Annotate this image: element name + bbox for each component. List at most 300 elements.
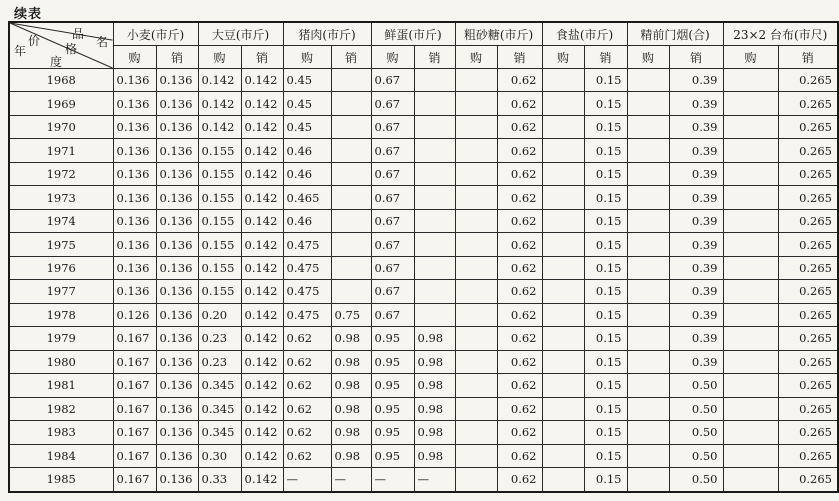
table-row: [9, 233, 838, 256]
price-cell: [723, 115, 778, 138]
price-cell: 0.67: [371, 92, 414, 115]
price-cell: 0.15: [584, 374, 627, 397]
price-cell: 0.475: [283, 303, 331, 326]
table-row: [9, 186, 838, 209]
price-cell: [627, 115, 669, 138]
price-cell: [627, 374, 669, 397]
price-cell: 0.62: [497, 303, 542, 326]
header-row-buy-sell: [9, 46, 838, 69]
buy-header: 购: [198, 46, 241, 69]
price-cell: 0.265: [778, 162, 838, 185]
price-cell: 0.62: [497, 186, 542, 209]
price-cell: 0.136: [156, 209, 198, 232]
corner-label-ge: 格: [65, 42, 78, 56]
price-cell: [723, 397, 778, 420]
year-cell: 1983: [9, 421, 113, 444]
price-cell: 0.62: [497, 374, 542, 397]
price-cell: 0.136: [156, 280, 198, 303]
year-cell: 1985: [9, 467, 113, 492]
price-cell: [542, 467, 584, 492]
price-cell: [723, 374, 778, 397]
price-cell: 0.136: [113, 92, 156, 115]
price-cell: 0.62: [497, 350, 542, 373]
price-cell: [723, 139, 778, 162]
price-cell: 0.265: [778, 139, 838, 162]
price-cell: [455, 374, 497, 397]
price-cell: 0.67: [371, 280, 414, 303]
price-cell: 0.39: [669, 69, 723, 92]
price-cell: 0.142: [241, 92, 283, 115]
price-cell: 0.98: [331, 421, 371, 444]
price-cell: 0.62: [497, 209, 542, 232]
price-cell: [542, 303, 584, 326]
year-cell: 1981: [9, 374, 113, 397]
price-cell: [627, 421, 669, 444]
price-cell: [723, 69, 778, 92]
price-cell: [723, 186, 778, 209]
price-cell: 0.142: [241, 256, 283, 279]
price-cell: [331, 139, 371, 162]
table-row: [9, 139, 838, 162]
price-cell: 0.142: [241, 280, 283, 303]
price-cell: 0.15: [584, 397, 627, 420]
price-cell: 0.15: [584, 350, 627, 373]
price-cell: 0.30: [198, 444, 241, 467]
price-cell: [542, 115, 584, 138]
price-cell: [331, 162, 371, 185]
price-cell: 0.67: [371, 162, 414, 185]
price-cell: 0.23: [198, 327, 241, 350]
price-cell: [542, 327, 584, 350]
price-cell: 0.136: [156, 233, 198, 256]
price-cell: 0.50: [669, 374, 723, 397]
price-cell: 0.62: [497, 69, 542, 92]
price-cell: 0.142: [241, 209, 283, 232]
year-cell: 1969: [9, 92, 113, 115]
price-cell: [627, 139, 669, 162]
price-cell: 0.345: [198, 374, 241, 397]
price-cell: 0.136: [113, 280, 156, 303]
sell-header: 销: [241, 46, 283, 69]
price-cell: 0.67: [371, 186, 414, 209]
price-cell: 0.50: [669, 397, 723, 420]
price-cell: 0.15: [584, 421, 627, 444]
table-title: 续表: [14, 7, 43, 22]
price-cell: 0.465: [283, 186, 331, 209]
sell-header: 销: [497, 46, 542, 69]
price-cell: [455, 467, 497, 492]
sell-header: 销: [584, 46, 627, 69]
price-cell: 0.15: [584, 233, 627, 256]
year-cell: 1984: [9, 444, 113, 467]
buy-header: 购: [627, 46, 669, 69]
price-cell: 0.167: [113, 444, 156, 467]
price-cell: [723, 421, 778, 444]
price-cell: 0.67: [371, 69, 414, 92]
price-cell: [627, 303, 669, 326]
price-cell: [542, 256, 584, 279]
year-cell: 1972: [9, 162, 113, 185]
price-cell: [542, 139, 584, 162]
price-cell: 0.15: [584, 115, 627, 138]
price-cell: [455, 139, 497, 162]
price-cell: [455, 92, 497, 115]
price-cell: 0.39: [669, 327, 723, 350]
price-cell: 0.50: [669, 444, 723, 467]
price-cell: 0.39: [669, 350, 723, 373]
buy-header: 购: [723, 46, 778, 69]
price-cell: [627, 350, 669, 373]
price-cell: 0.15: [584, 69, 627, 92]
price-cell: [455, 350, 497, 373]
corner-label-ming: 名: [96, 35, 109, 49]
price-cell: [627, 186, 669, 209]
price-cell: 0.475: [283, 280, 331, 303]
price-cell: 0.136: [156, 444, 198, 467]
price-cell: 0.95: [371, 350, 414, 373]
price-cell: 0.142: [241, 444, 283, 467]
buy-header: 购: [455, 46, 497, 69]
price-cell: 0.39: [669, 162, 723, 185]
price-cell: [627, 327, 669, 350]
price-cell: [627, 280, 669, 303]
price-cell: 0.136: [113, 69, 156, 92]
price-cell: 0.62: [497, 444, 542, 467]
sell-header: 销: [778, 46, 838, 69]
price-cell: 0.75: [331, 303, 371, 326]
price-cell: 0.136: [156, 327, 198, 350]
price-cell: 0.15: [584, 209, 627, 232]
price-cell: 0.98: [331, 397, 371, 420]
goods-header-egg: 鲜蛋(市斤): [371, 22, 455, 46]
price-cell: 0.15: [584, 444, 627, 467]
price-cell: 0.98: [414, 374, 455, 397]
price-cell: 0.67: [371, 115, 414, 138]
price-cell: 0.136: [156, 186, 198, 209]
corner-label-du: 度: [50, 55, 63, 69]
goods-header-soybean: 大豆(市斤): [198, 22, 283, 46]
price-cell: [331, 115, 371, 138]
price-cell: 0.136: [113, 186, 156, 209]
price-cell: [455, 256, 497, 279]
price-cell: 0.155: [198, 186, 241, 209]
sell-header: 销: [669, 46, 723, 69]
price-cell: 0.136: [156, 115, 198, 138]
price-cell: [455, 233, 497, 256]
price-cell: 0.23: [198, 350, 241, 373]
price-cell: [542, 444, 584, 467]
price-cell: 0.95: [371, 374, 414, 397]
price-cell: 0.136: [113, 233, 156, 256]
price-cell: 0.95: [371, 421, 414, 444]
price-cell: 0.136: [156, 139, 198, 162]
price-cell: 0.136: [156, 467, 198, 492]
table-row: [9, 303, 838, 326]
price-cell: [542, 209, 584, 232]
price-cell: 0.155: [198, 233, 241, 256]
price-cell: 0.475: [283, 256, 331, 279]
year-cell: 1971: [9, 139, 113, 162]
table-row: [9, 280, 838, 303]
price-cell: [542, 350, 584, 373]
price-cell: 0.142: [241, 162, 283, 185]
table-row: [9, 397, 838, 420]
price-cell: 0.67: [371, 139, 414, 162]
price-cell: [414, 256, 455, 279]
price-cell: [455, 327, 497, 350]
price-cell: 0.62: [497, 92, 542, 115]
price-cell: [331, 69, 371, 92]
price-cell: 0.136: [156, 303, 198, 326]
price-cell: 0.62: [283, 397, 331, 420]
price-cell: [723, 256, 778, 279]
price-cell: 0.142: [241, 115, 283, 138]
price-cell: 0.50: [669, 421, 723, 444]
price-cell: 0.20: [198, 303, 241, 326]
corner-label-pin: 品: [72, 27, 85, 41]
price-cell: 0.155: [198, 139, 241, 162]
table-row: [9, 444, 838, 467]
price-cell: 0.126: [113, 303, 156, 326]
price-cell: 0.98: [414, 421, 455, 444]
price-cell: 0.62: [283, 444, 331, 467]
price-cell: 0.67: [371, 209, 414, 232]
year-cell: 1974: [9, 209, 113, 232]
price-cell: 0.62: [283, 327, 331, 350]
price-cell: —: [283, 467, 331, 492]
price-cell: [414, 303, 455, 326]
sell-header: 销: [414, 46, 455, 69]
year-cell: 1976: [9, 256, 113, 279]
price-cell: 0.265: [778, 374, 838, 397]
price-cell: [627, 397, 669, 420]
buy-header: 购: [371, 46, 414, 69]
year-cell: 1968: [9, 69, 113, 92]
price-cell: 0.15: [584, 92, 627, 115]
price-cell: 0.167: [113, 327, 156, 350]
price-cell: 0.95: [371, 444, 414, 467]
goods-header-wheat: 小麦(市斤): [113, 22, 198, 46]
price-cell: [627, 444, 669, 467]
price-cell: 0.265: [778, 280, 838, 303]
table-row: [9, 374, 838, 397]
corner-label-nian: 年: [14, 44, 27, 58]
price-cell: 0.142: [241, 69, 283, 92]
year-cell: 1982: [9, 397, 113, 420]
price-cell: 0.136: [113, 162, 156, 185]
price-cell: [414, 209, 455, 232]
price-cell: [542, 69, 584, 92]
price-cell: 0.15: [584, 467, 627, 492]
price-cell: 0.142: [198, 115, 241, 138]
price-cell: 0.39: [669, 186, 723, 209]
price-cell: [414, 92, 455, 115]
price-cell: 0.345: [198, 397, 241, 420]
price-cell: [627, 69, 669, 92]
price-cell: 0.62: [497, 327, 542, 350]
table-row: [9, 327, 838, 350]
goods-header-cigarette: 精前门烟(合): [627, 22, 723, 46]
price-cell: 0.95: [371, 327, 414, 350]
goods-header-tablecloth: 23×2 台布(市尺): [723, 22, 838, 46]
price-cell: 0.98: [331, 444, 371, 467]
price-cell: [627, 92, 669, 115]
price-cell: 0.45: [283, 69, 331, 92]
year-cell: 1973: [9, 186, 113, 209]
price-cell: 0.46: [283, 209, 331, 232]
price-cell: 0.15: [584, 162, 627, 185]
price-cell: 0.136: [156, 397, 198, 420]
price-cell: 0.167: [113, 350, 156, 373]
price-cell: 0.265: [778, 327, 838, 350]
price-table: [8, 21, 839, 493]
buy-header: 购: [542, 46, 584, 69]
goods-header-pork: 猪肉(市斤): [283, 22, 371, 46]
price-cell: 0.142: [241, 397, 283, 420]
price-cell: 0.46: [283, 162, 331, 185]
price-cell: [331, 92, 371, 115]
price-cell: 0.50: [669, 467, 723, 492]
price-cell: [542, 92, 584, 115]
price-cell: 0.15: [584, 256, 627, 279]
price-cell: [723, 444, 778, 467]
price-cell: [331, 280, 371, 303]
year-cell: 1975: [9, 233, 113, 256]
price-cell: 0.62: [497, 421, 542, 444]
table-row: [9, 350, 838, 373]
price-cell: 0.136: [113, 256, 156, 279]
price-cell: [542, 397, 584, 420]
price-cell: [331, 233, 371, 256]
price-cell: 0.142: [241, 139, 283, 162]
table-row: [9, 421, 838, 444]
price-cell: [331, 186, 371, 209]
price-cell: 0.265: [778, 233, 838, 256]
price-cell: [542, 162, 584, 185]
price-cell: 0.136: [113, 209, 156, 232]
price-cell: 0.136: [156, 350, 198, 373]
table-row: [9, 115, 838, 138]
price-cell: 0.39: [669, 115, 723, 138]
price-cell: [455, 303, 497, 326]
price-cell: 0.39: [669, 256, 723, 279]
price-cell: [414, 139, 455, 162]
price-cell: 0.155: [198, 162, 241, 185]
price-cell: [414, 233, 455, 256]
price-cell: 0.15: [584, 303, 627, 326]
table-row: [9, 162, 838, 185]
price-cell: 0.475: [283, 233, 331, 256]
price-cell: [723, 303, 778, 326]
price-cell: 0.136: [156, 69, 198, 92]
price-cell: [723, 233, 778, 256]
price-cell: 0.67: [371, 233, 414, 256]
price-cell: 0.39: [669, 303, 723, 326]
price-cell: 0.265: [778, 115, 838, 138]
price-cell: 0.62: [497, 280, 542, 303]
price-cell: 0.345: [198, 421, 241, 444]
table-body: [9, 69, 838, 493]
price-cell: [542, 280, 584, 303]
price-cell: 0.265: [778, 350, 838, 373]
price-cell: 0.62: [497, 162, 542, 185]
price-cell: 0.155: [198, 280, 241, 303]
price-cell: 0.98: [414, 350, 455, 373]
price-cell: [627, 162, 669, 185]
price-cell: 0.98: [414, 444, 455, 467]
price-cell: 0.39: [669, 92, 723, 115]
price-cell: 0.95: [371, 397, 414, 420]
price-cell: 0.142: [241, 467, 283, 492]
price-cell: [627, 209, 669, 232]
price-cell: 0.142: [198, 69, 241, 92]
price-cell: [723, 350, 778, 373]
price-cell: 0.265: [778, 397, 838, 420]
price-cell: 0.98: [414, 327, 455, 350]
sell-header: 销: [156, 46, 198, 69]
price-cell: 0.39: [669, 280, 723, 303]
price-cell: [455, 421, 497, 444]
price-cell: 0.142: [241, 421, 283, 444]
price-cell: —: [331, 467, 371, 492]
year-cell: 1980: [9, 350, 113, 373]
goods-header-sugar: 粗砂糖(市斤): [455, 22, 542, 46]
price-cell: 0.98: [414, 397, 455, 420]
price-cell: 0.62: [497, 256, 542, 279]
price-cell: 0.136: [156, 256, 198, 279]
price-cell: —: [371, 467, 414, 492]
price-cell: 0.33: [198, 467, 241, 492]
corner-label-jia: 价: [28, 34, 41, 48]
price-cell: [542, 374, 584, 397]
price-cell: 0.39: [669, 139, 723, 162]
price-cell: [723, 209, 778, 232]
price-cell: [455, 209, 497, 232]
price-cell: [627, 256, 669, 279]
price-cell: 0.62: [283, 421, 331, 444]
price-cell: 0.45: [283, 92, 331, 115]
price-cell: 0.98: [331, 327, 371, 350]
price-cell: [627, 467, 669, 492]
price-cell: [414, 115, 455, 138]
price-cell: 0.136: [156, 374, 198, 397]
price-cell: 0.167: [113, 421, 156, 444]
price-cell: 0.142: [241, 327, 283, 350]
price-cell: 0.136: [113, 115, 156, 138]
price-cell: 0.39: [669, 209, 723, 232]
price-cell: 0.136: [156, 162, 198, 185]
price-cell: 0.167: [113, 467, 156, 492]
price-cell: 0.155: [198, 256, 241, 279]
price-cell: 0.67: [371, 303, 414, 326]
price-cell: 0.167: [113, 374, 156, 397]
price-cell: 0.155: [198, 209, 241, 232]
table-row: [9, 209, 838, 232]
price-cell: [455, 444, 497, 467]
table-row: [9, 467, 838, 492]
year-cell: 1978: [9, 303, 113, 326]
price-cell: [455, 115, 497, 138]
price-cell: 0.62: [497, 467, 542, 492]
price-cell: 0.136: [156, 421, 198, 444]
price-cell: 0.98: [331, 374, 371, 397]
price-cell: 0.265: [778, 186, 838, 209]
price-cell: 0.15: [584, 186, 627, 209]
price-cell: [455, 162, 497, 185]
price-cell: [723, 162, 778, 185]
price-cell: 0.142: [241, 374, 283, 397]
price-cell: 0.62: [497, 233, 542, 256]
